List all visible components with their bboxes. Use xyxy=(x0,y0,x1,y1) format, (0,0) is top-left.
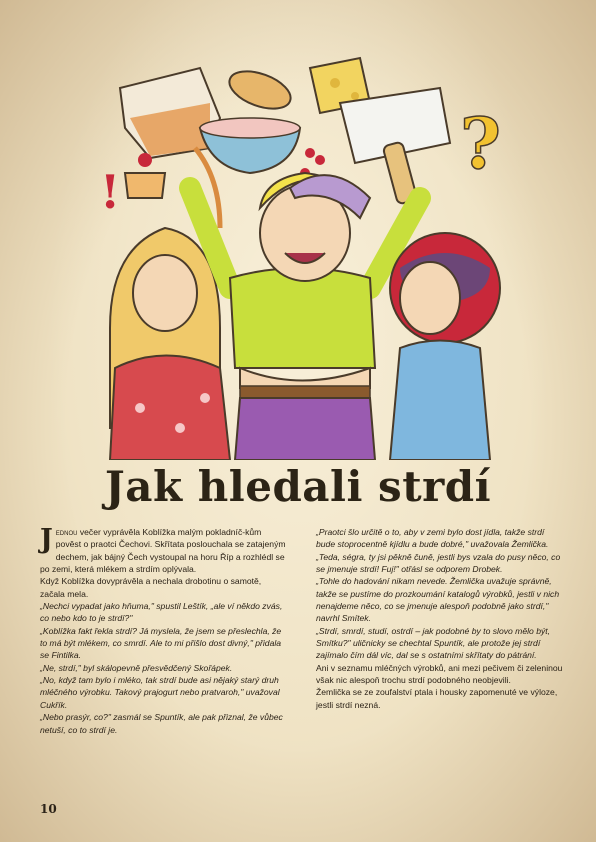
story-text-columns xyxy=(40,526,564,788)
cake-icon xyxy=(125,153,165,198)
cover-illustration xyxy=(70,48,530,460)
right-column xyxy=(316,526,564,788)
bread-loaf-icon xyxy=(224,64,295,116)
page-title: Jak hledali strdí xyxy=(104,462,492,511)
paragraph-text: večer vyprávěla Koblížka malým pokladníč-kům pověst o praotci Čechovi. Skřítata poslouchala se zatajeným dechem, jak bájný Čech vystoupal na horu Říp a rozhlédl se po zemi, která mlékem a strdím oplývala. xyxy=(40,527,286,575)
dialog-paragraph: „Koblížka fakt řekla strdí? Já myslela, že jsem se přeslechla, že to má být mlékem, co smrdí. Ale to mi přišlo dost divný," přidala se Fintilka. xyxy=(40,625,282,661)
dialog-paragraph: „Nechci vypadat jako hňuma," spustil Leštík, „ale ví někdo zvás, co nebo kdo to je strdí?" xyxy=(40,601,283,624)
dialog-paragraph: „No, když tam bylo i mléko, tak strdí bude asi nějaký starý druh mléčného výrobku. Takový prajogurt nebo pratvaroh," uvažoval Cukřík. xyxy=(40,675,280,710)
right-girl-figure xyxy=(390,233,500,460)
dialog-paragraph: „Teda, ségra, ty jsi pěkně čuně, jestli bys vzala do pusy něco, co se jmenuje strdí! Fuj!" otřásl se odporem Drobek. xyxy=(316,551,561,575)
dialog-paragraph: „Strdí, smrdí, studí, ostrdí – jak podobné by to slovo mělo být, Smítku?" uličnicky se chechtal Spuntík, ale protože jej strdí zajímalo čím dál víc, dal se s ostatními skřítaty do pátrání. xyxy=(316,625,551,661)
paragraph xyxy=(40,526,288,575)
left-column xyxy=(40,526,288,788)
dialog-paragraph: „Praotci šlo určitě o to, aby v zemi bylo dost jídla, takže strdí bude stoprocentně kjídlu a bude dobré," uvažovala Žemlička. xyxy=(316,527,549,550)
dialog-paragraph: „Ne, strdí," byl skálopevně přesvědčený Skořápek. xyxy=(40,662,233,673)
lead-word: ednou xyxy=(55,527,78,537)
exclamation-mark: ! xyxy=(100,165,121,219)
bowl-icon xyxy=(200,118,300,173)
drop-cap: J xyxy=(40,524,53,555)
paragraph: Žemlička se ze zoufalství ptala i housky zapomenuté ve výloze, jestli strdí nezná. xyxy=(316,687,558,710)
paragraph: Ani v seznamu mléčných výrobků, ani mezi pečivem či zeleninou však nic alespoň trochu strdí podobného neobjevili. xyxy=(316,662,563,686)
children-and-flying-food-drawing xyxy=(70,48,530,460)
dialog-paragraph: „Tohle do hadování nikam nevede. Žemlička uvažuje správně, takže se pustíme do prozkoumání katalogů výrobků, jestli v nich nenajdeme něco, co se jmenuje alespoň podobně jako strdí," navrhl Smítek. xyxy=(316,576,560,624)
page-number: 10 xyxy=(40,802,57,816)
paragraph: Když Koblížka dovyprávěla a nechala drobotinu o samotě, začala mela. xyxy=(40,576,262,599)
dialog-paragraph: „Nebo prasýr, co?" zasmál se Spuntík, ale pak přiznal, že vůbec netuší, co to strdí je. xyxy=(40,712,283,735)
question-mark: ? xyxy=(460,102,502,185)
